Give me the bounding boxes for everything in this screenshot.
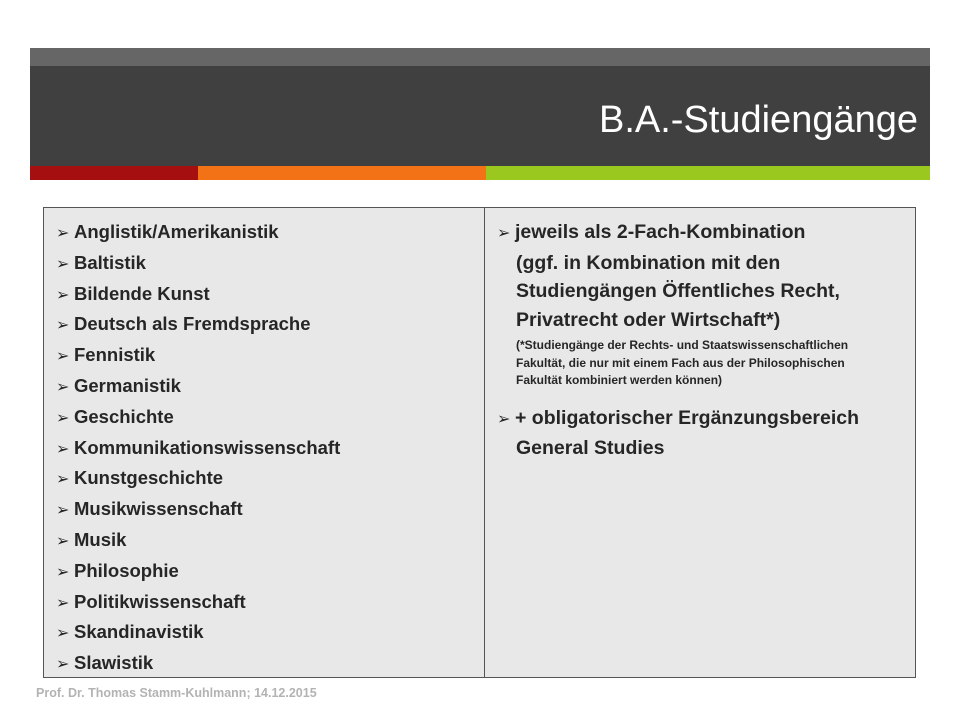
list-item xyxy=(56,495,484,526)
study-program-list xyxy=(56,218,484,680)
combination-line-4: Privatrecht oder Wirtschaft*) xyxy=(516,308,781,331)
arrowhead-right-icon: ➢ xyxy=(56,255,70,273)
arrowhead-right-icon: ➢ xyxy=(56,625,70,643)
arrowhead-right-icon: ➢ xyxy=(56,286,70,304)
list-item-label: Skandinavistik xyxy=(74,621,204,643)
list-item-label: Musik xyxy=(74,528,127,550)
accent-segment-green xyxy=(486,166,930,180)
content-table xyxy=(43,207,916,678)
list-item-label: Baltistik xyxy=(74,251,146,273)
arrowhead-right-icon: ➢ xyxy=(56,502,70,520)
list-item-label: Anglistik/Amerikanistik xyxy=(74,221,279,242)
combination-line xyxy=(497,218,915,249)
general-studies-line-1: + obligatorischer Ergänzungsbereich xyxy=(515,406,860,429)
list-item-label: Musikwissenschaft xyxy=(74,498,243,520)
list-item xyxy=(56,464,484,495)
arrowhead-right-icon: ➢ xyxy=(56,563,70,581)
list-item xyxy=(56,618,484,649)
title-bar-top-strip xyxy=(30,48,930,66)
arrowhead-right-icon: ➢ xyxy=(497,225,511,242)
list-item-label: Slawistik xyxy=(74,652,154,674)
list-item-label: Deutsch als Fremdsprache xyxy=(74,313,311,335)
list-item-label: Philosophie xyxy=(74,559,179,581)
left-column xyxy=(44,208,485,677)
list-item-label: Geschichte xyxy=(74,405,174,427)
arrowhead-right-icon: ➢ xyxy=(56,348,70,366)
combination-line-1: jeweils als 2-Fach-Kombination xyxy=(515,221,806,243)
list-item-label: Kunstgeschichte xyxy=(74,467,224,489)
list-item-label: Kommunikationswissenschaft xyxy=(74,436,341,458)
footnote-line-2: Fakultät, die nur mit einem Fach aus der Philosophischen xyxy=(516,355,845,370)
arrowhead-right-icon: ➢ xyxy=(56,225,70,242)
list-item-label: Fennistik xyxy=(74,344,156,366)
arrowhead-right-icon: ➢ xyxy=(56,378,70,396)
general-studies-line-2: General Studies xyxy=(516,437,665,459)
general-studies-info xyxy=(497,404,915,463)
accent-strip xyxy=(30,166,930,180)
title-bar xyxy=(30,66,930,166)
arrowhead-right-icon: ➢ xyxy=(56,317,70,335)
combination-info xyxy=(497,218,915,390)
arrowhead-right-icon: ➢ xyxy=(56,532,70,550)
arrowhead-right-icon: ➢ xyxy=(56,440,70,458)
right-column xyxy=(485,208,915,677)
list-item xyxy=(56,588,484,619)
slide-title: B.A.-Studiengänge xyxy=(598,99,918,141)
combination-line-2: (ggf. in Kombination mit den xyxy=(516,251,781,274)
list-item xyxy=(56,218,484,249)
combination-line-3: Studiengängen Öffentliches Recht, xyxy=(516,280,840,302)
footer-text: Prof. Dr. Thomas Stamm-Kuhlmann; 14.12.2015 xyxy=(36,686,317,700)
arrowhead-right-icon: ➢ xyxy=(497,410,511,428)
list-item xyxy=(56,403,484,434)
general-studies-line xyxy=(497,404,915,435)
list-item xyxy=(56,649,484,680)
accent-segment-orange xyxy=(198,166,486,180)
footnote-line-1: (*Studiengänge der Rechts- und Staatswissenschaftlichen xyxy=(516,338,849,352)
list-item xyxy=(56,434,484,465)
arrowhead-right-icon: ➢ xyxy=(56,656,70,674)
list-item xyxy=(56,526,484,557)
list-item xyxy=(56,280,484,311)
list-item-label: Germanistik xyxy=(74,374,181,396)
arrowhead-right-icon: ➢ xyxy=(56,594,70,612)
list-item xyxy=(56,249,484,280)
list-item xyxy=(56,557,484,588)
arrowhead-right-icon: ➢ xyxy=(56,471,70,489)
list-item-label: Bildende Kunst xyxy=(74,282,210,304)
arrowhead-right-icon: ➢ xyxy=(56,409,70,427)
list-item xyxy=(56,372,484,403)
list-item-label: Politikwissenschaft xyxy=(74,590,246,612)
list-item xyxy=(56,341,484,372)
footnote-line-3: Fakultät kombiniert werden können) xyxy=(516,373,723,387)
list-item xyxy=(56,310,484,341)
accent-segment-red xyxy=(30,166,198,180)
